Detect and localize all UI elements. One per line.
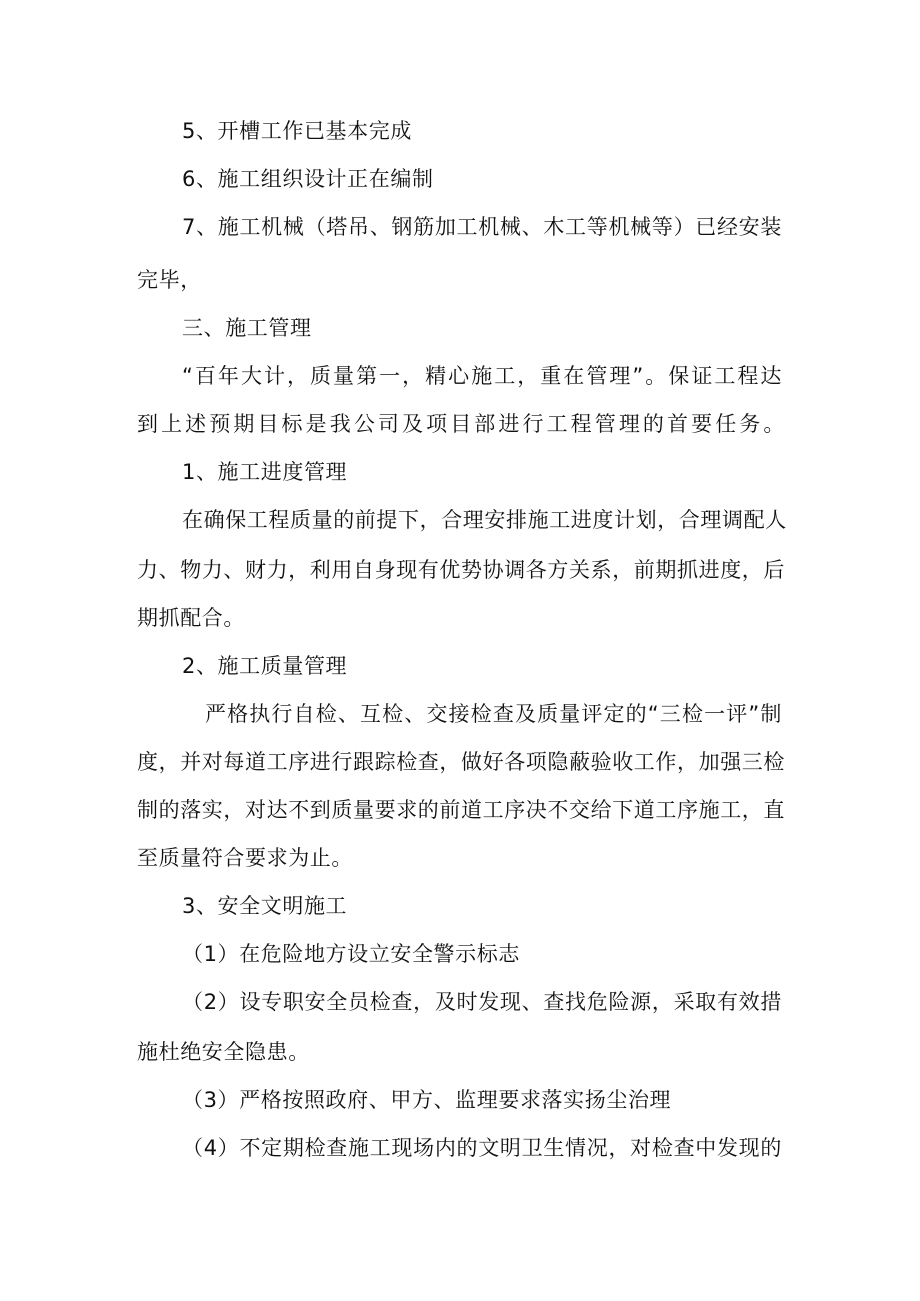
subsection-title-2: 2、施工质量管理 [182, 654, 348, 678]
quality-paragraph-line-1: 严格执行自检、互检、交接检查及质量评定的“三检一评”制 [205, 702, 782, 726]
safety-item-2-line-2: 施杜绝安全隐患。 [137, 1040, 310, 1064]
quality-paragraph-line-3: 制的落实，对达不到质量要求的前道工序决不交给下道工序施工，直 [137, 798, 785, 822]
progress-paragraph-line-3: 期抓配合。 [137, 606, 245, 630]
subsection-title-3: 3、安全文明施工 [182, 894, 348, 918]
intro-line-2: 到上述预期目标是我公司及项目部进行工程管理的首要任务。 [137, 412, 785, 436]
progress-paragraph-line-1: 在确保工程质量的前提下，合理安排施工进度计划，合理调配人 [182, 508, 787, 532]
safety-item-3: （3）严格按照政府、甲方、监理要求落实扬尘治理 [182, 1088, 672, 1112]
safety-item-4-line-1: （4）不定期检查施工现场内的文明卫生情况，对检查中发现的 [182, 1136, 782, 1160]
quality-paragraph-line-4: 至质量符合要求为止。 [137, 846, 353, 870]
list-item-7-line-2: 完毕， [137, 268, 202, 292]
progress-paragraph-line-2: 力、物力、财力，利用自身现有优势协调各方关系，前期抓进度，后 [137, 558, 785, 582]
list-item-5: 5、开槽工作已基本完成 [182, 119, 412, 143]
list-item-6: 6、施工组织设计正在编制 [182, 167, 434, 191]
section-title: 三、施工管理 [182, 316, 312, 340]
safety-item-2-line-1: （2）设专职安全员检查，及时发现、查找危险源，采取有效措 [182, 990, 782, 1014]
intro-line-1: “百年大计，质量第一，精心施工，重在管理”。保证工程达 [182, 364, 782, 388]
quality-paragraph-line-2: 度，并对每道工序进行跟踪检查，做好各项隐蔽验收工作，加强三检 [137, 750, 785, 774]
subsection-title-1: 1、施工进度管理 [182, 460, 348, 484]
safety-item-1: （1）在危险地方设立安全警示标志 [182, 942, 520, 966]
list-item-7-line-1: 7、施工机械（塔吊、钢筋加工机械、木工等机械等）已经安装 [182, 215, 782, 239]
